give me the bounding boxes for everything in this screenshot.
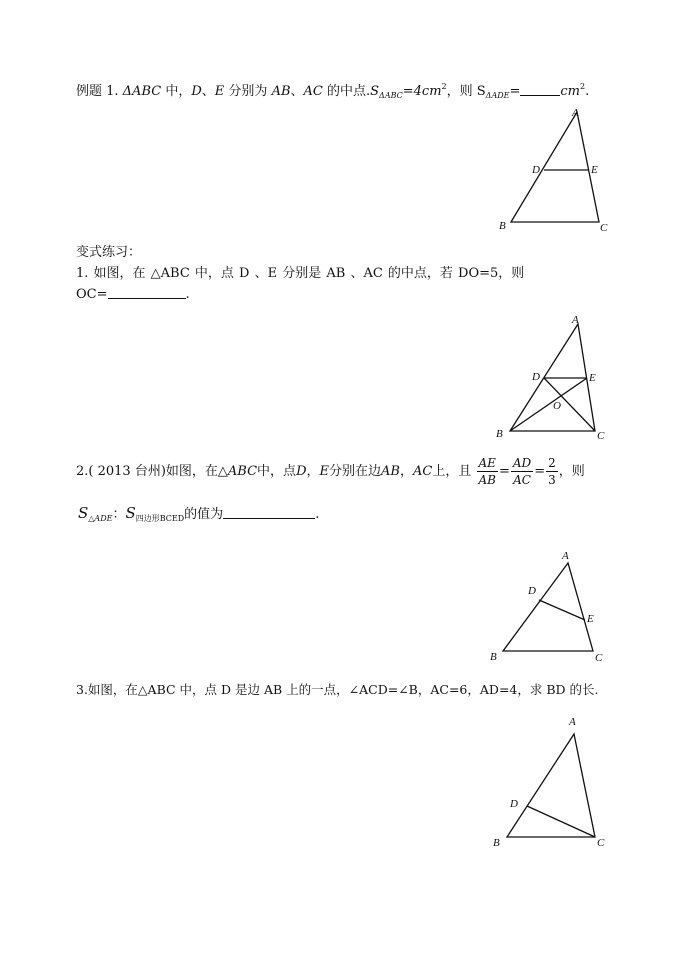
area-symbol: S — [125, 504, 136, 522]
square-sup: 2 — [580, 82, 586, 91]
point-d: D — [191, 84, 202, 99]
fraction-numerator: AD — [512, 456, 532, 470]
label-b: B — [499, 220, 506, 232]
square-sup: 2 — [441, 82, 447, 91]
label-e: E — [591, 164, 598, 176]
q2-answer-blank[interactable] — [223, 506, 315, 519]
q1-oc: OC= — [76, 287, 108, 302]
area-symbol: S — [78, 504, 89, 522]
label-b: B — [496, 428, 503, 440]
label-c: C — [597, 430, 605, 442]
triangle-outline — [511, 112, 599, 222]
period: . — [185, 287, 190, 302]
label-a: A — [572, 107, 579, 119]
figure-1-triangle — [490, 100, 620, 240]
example-1-text3: 的中点. — [322, 84, 371, 99]
area-sub-bced: 四边形BCED — [135, 514, 185, 523]
area-sub-ade: △ADE — [88, 514, 113, 523]
unit: cm — [560, 84, 580, 99]
label-d: D — [510, 798, 518, 810]
variant-heading: 变式练习： — [76, 245, 142, 260]
label-e: E — [587, 613, 594, 625]
segment-ac: AC — [303, 84, 323, 99]
segment-ab: AB — [271, 84, 291, 99]
period: . — [585, 84, 590, 99]
fraction-2-3 — [546, 455, 558, 488]
area-sub-abc: ΔABC — [379, 91, 403, 100]
figure-3-triangle — [480, 540, 620, 670]
label-d: D — [532, 164, 540, 176]
label-c: C — [597, 837, 605, 849]
segment-de — [539, 600, 585, 620]
label-a: A — [562, 550, 569, 562]
figure-2-triangle — [490, 305, 620, 445]
segment-eb — [510, 378, 587, 431]
example-1-text1: 中， — [161, 84, 192, 99]
fraction-denominator: AC — [513, 473, 531, 487]
area-symbol: S — [370, 84, 380, 99]
triangle-abc: △ABC — [217, 464, 258, 479]
label-c: C — [600, 222, 608, 234]
area-value: =4cm — [402, 84, 442, 99]
fraction-numerator: AE — [477, 455, 498, 472]
segment-ac: AC — [413, 464, 433, 479]
comma: ， — [306, 464, 320, 479]
fraction-ae-ab — [477, 455, 498, 488]
triangle-abc: ΔABC — [122, 84, 162, 99]
q2-tail: 的值为 — [184, 507, 224, 522]
label-e: E — [589, 372, 596, 384]
comma: ， — [399, 464, 413, 479]
q2-mid3: 上，且 — [432, 464, 472, 479]
example-1-text4: ，则 S — [446, 84, 486, 99]
area-sub-ade: ΔADE — [485, 91, 510, 100]
figure-4-triangle — [488, 712, 618, 857]
equals: = — [509, 84, 521, 99]
q1-line2 — [76, 286, 190, 304]
q2-mid: 中，点 — [257, 464, 297, 479]
label-c: C — [595, 652, 603, 664]
triangle-outline — [503, 563, 593, 651]
point-e: E — [319, 464, 330, 479]
q1-answer-blank[interactable] — [108, 286, 186, 299]
triangle-outline — [507, 734, 595, 837]
label-a: A — [569, 716, 576, 728]
q2-end: ，则 — [558, 464, 585, 479]
sep: 、 — [290, 84, 304, 99]
label-d: D — [532, 371, 540, 383]
period: . — [315, 507, 320, 522]
label-o: O — [553, 400, 561, 412]
colon: ： — [112, 507, 126, 522]
q2-mid2: 分别在边 — [329, 464, 382, 479]
q2-line1: 2.( 2013 台州)如图，在△ABC中，点D，E分别在边AB，AC上，且 $\frac{AE}{AB}$ = $\frac{AD}{AC}$ = $\frac{2}{3}$ ，则 — [76, 456, 585, 487]
fraction-numerator: 2 — [548, 456, 556, 470]
label-b: B — [493, 837, 500, 849]
q2-line2 — [78, 504, 319, 528]
fraction-ad-ac — [511, 455, 533, 488]
answer-blank[interactable] — [520, 83, 560, 96]
label-b: B — [490, 651, 497, 663]
sep: 、 — [201, 84, 215, 99]
label-a: A — [572, 314, 579, 326]
point-d: D — [296, 464, 307, 479]
q2-prefix: 2.( 2013 台州)如图，在 — [76, 464, 218, 479]
fraction-denominator: 3 — [548, 473, 556, 487]
label-d: D — [528, 585, 536, 597]
segment-ab: AB — [381, 464, 400, 479]
fraction-denominator: AB — [478, 473, 496, 487]
segment-dc — [527, 806, 595, 837]
point-e: E — [214, 84, 225, 99]
example-1-text2: 分别为 — [224, 84, 272, 99]
q3-text: 3.如图，在△ABC 中，点 D 是边 AB 上的一点，∠ACD=∠B，AC=6，AD=4，求 BD 的长. — [76, 682, 599, 697]
q1-line1: 1. 如图，在 △ABC 中，点 D 、E 分别是 AB 、AC 的中点，若 DO=5，则 — [76, 266, 525, 281]
example-1-prefix: 例题 1. — [76, 84, 123, 99]
